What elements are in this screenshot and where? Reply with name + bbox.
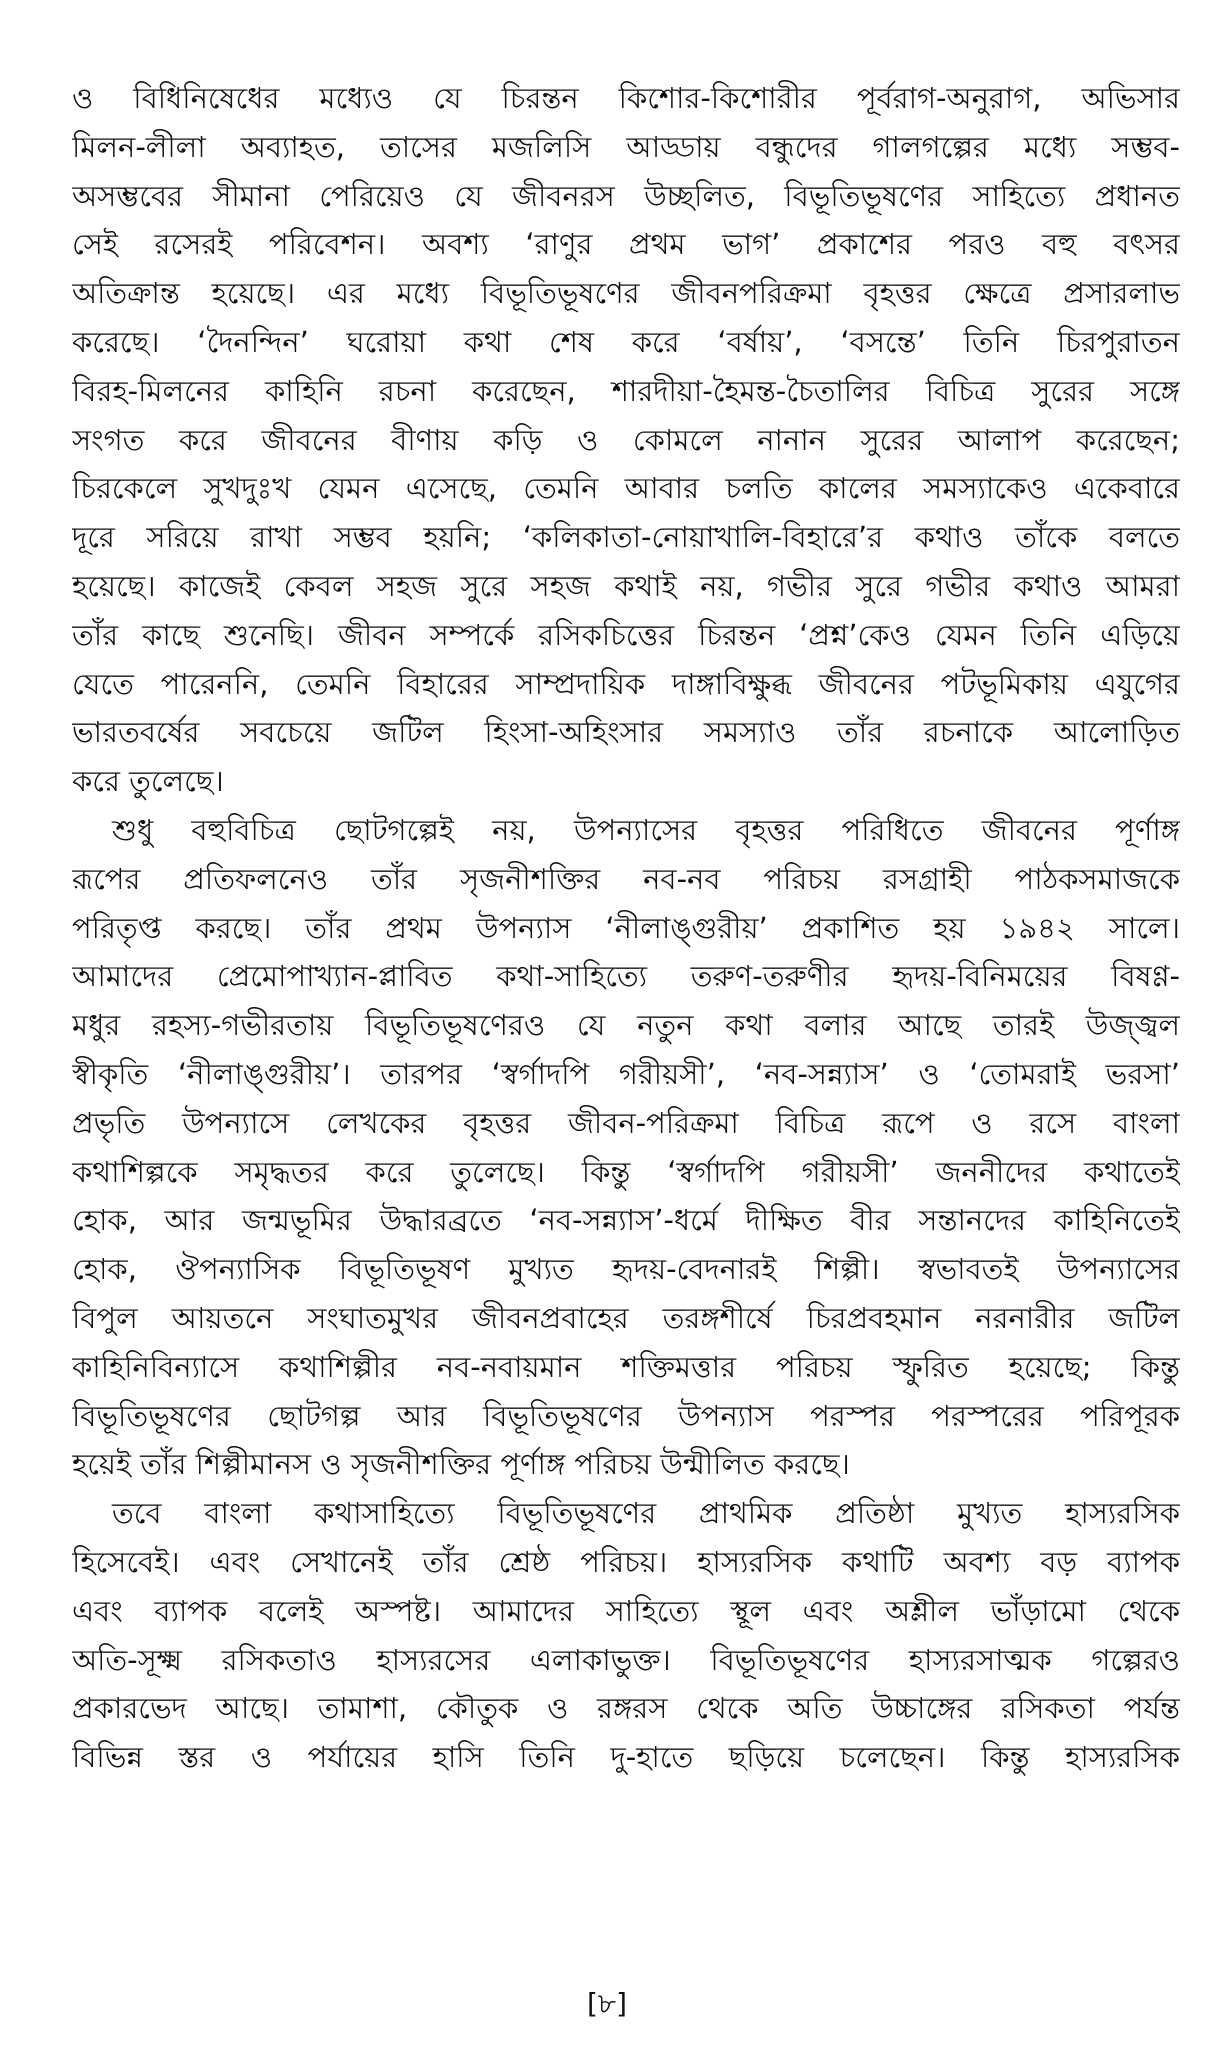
text-line: রূপের প্রতিফলনেও তাঁর সৃজনীশক্তির নব-নব পরিচয় রসগ্রাহী পাঠকসমাজকে [72, 861, 1180, 896]
page-body [72, 74, 1180, 1782]
text-line: করেছে। ‘দৈনন্দিন’ ঘরোয়া কথা শেষ করে ‘বর্ষায়’, ‘বসন্তে’ তিনি চিরপুরাতন [72, 324, 1180, 359]
text-line: করে তুলেছে। [72, 764, 224, 799]
text-line: অতি-সূক্ষ্ম রসিকতাও হাস্যরসের এলাকাভুক্ত। বিভূতিভূষণের হাস্যরসাত্মক গল্পেরও [72, 1642, 1180, 1677]
text-line: হয়েই তাঁর শিল্পীমানস ও সৃজনীশক্তির পূর্ণাঙ্গ পরিচয় উন্মীলিত করছে। [72, 1447, 850, 1482]
text-line: বিভূতিভূষণের ছোটগল্প আর বিভূতিভূষণের উপন্যাস পরস্পর পরস্পরের পরিপূরক [72, 1398, 1180, 1433]
text-line: বিরহ-মিলনের কাহিনি রচনা করেছেন, শারদীয়া-হৈমন্ত-চৈতালির বিচিত্র সুরের সঙ্গে [72, 373, 1180, 408]
text-line: হয়েছে। কাজেই কেবল সহজ সুরে সহজ কথাই নয়, গভীর সুরে গভীর কথাও আমরা [72, 568, 1180, 603]
text-line: আমাদের প্রেমোপাখ্যান-প্লাবিত কথা-সাহিত্যে তরুণ-তরুণীর হৃদয়-বিনিময়ের বিষণ্ণ- [72, 959, 1180, 994]
text-line: সেই রসেরই পরিবেশন। অবশ্য ‘রাণুর প্রথম ভাগ’ প্রকাশের পরও বহু বৎসর [72, 227, 1180, 262]
text-line: কাহিনিবিন্যাসে কথাশিল্পীর নব-নবায়মান শক্তিমত্তার পরিচয় স্ফুরিত হয়েছে; কিন্তু [72, 1349, 1180, 1384]
text-line: তবে বাংলা কথাসাহিত্যে বিভূতিভূষণের প্রাথমিক প্রতিষ্ঠা মুখ্যত হাস্যরসিক [112, 1496, 1180, 1531]
text-line: শুধু বহুবিচিত্র ছোটগল্পেই নয়, উপন্যাসের বৃহত্তর পরিধিতে জীবনের পূর্ণাঙ্গ [112, 812, 1180, 847]
page-number: [৮] [586, 1987, 628, 2020]
text-line: বিপুল আয়তনে সংঘাতমুখর জীবনপ্রবাহের তরঙ্গশীর্ষে চিরপ্রবহমান নরনারীর জটিল [72, 1300, 1180, 1335]
text-line: ও বিধিনিষেধের মধ্যেও যে চিরন্তন কিশোর-কিশোরীর পূর্বরাগ-অনুরাগ, অভিসার [72, 81, 1180, 115]
text-line: পরিতৃপ্ত করছে। তাঁর প্রথম উপন্যাস ‘নীলাঙ্গুরীয়’ প্রকাশিত হয় ১৯৪২ সালে। [72, 910, 1180, 945]
text-line: হোক, ঔপন্যাসিক বিভূতিভূষণ মুখ্যত হৃদয়-বেদনারই শিল্পী। স্বভাবতই উপন্যাসের [72, 1252, 1180, 1287]
text-line: প্রকারভেদ আছে। তামাশা, কৌতুক ও রঙ্গরস থেকে অতি উচ্চাঙ্গের রসিকতা পর্যন্ত [72, 1691, 1180, 1726]
paragraph [72, 1489, 1180, 1782]
text-line: বিভিন্ন স্তর ও পর্যায়ের হাসি তিনি দু-হাতে ছড়িয়ে চলেছেন। কিন্তু হাস্যরসিক [72, 1740, 1180, 1775]
text-line: অসম্ভবের সীমানা পেরিয়েও যে জীবনরস উচ্ছলিত, বিভূতিভূষণের সাহিত্যে প্রধানত [72, 178, 1180, 213]
text-line: মধুর রহস্য-গভীরতায় বিভূতিভূষণেরও যে নতুন কথা বলার আছে তারই উজ্জ্বল [72, 1008, 1180, 1043]
text-line: এবং ব্যাপক বলেই অস্পষ্ট। আমাদের সাহিত্যে স্থূল এবং অশ্লীল ভাঁড়ামো থেকে [72, 1593, 1180, 1628]
text-line: কথাশিল্পকে সমৃদ্ধতর করে তুলেছে। কিন্তু ‘স্বর্গাদপি গরীয়সী’ জননীদের কথাতেই [72, 1154, 1180, 1189]
paragraph [72, 806, 1180, 1489]
text-line: চিরকেলে সুখদুঃখ যেমন এসেছে, তেমনি আবার চলতি কালের সমস্যাকেও একেবারে [72, 471, 1180, 506]
text-line: হিসেবেই। এবং সেখানেই তাঁর শ্রেষ্ঠ পরিচয়। হাস্যরসিক কথাটি অবশ্য বড় ব্যাপক [72, 1544, 1180, 1579]
text-line: স্বীকৃতি ‘নীলাঙ্গুরীয়’। তারপর ‘স্বর্গাদপি গরীয়সী’, ‘নব-সন্ন্যাস’ ও ‘তোমরাই ভরসা’ [72, 1056, 1180, 1091]
text-line: ভারতবর্ষের সবচেয়ে জটিল হিংসা-অহিংসার সমস্যাও তাঁর রচনাকে আলোড়িত [72, 715, 1180, 750]
text-line: হোক, আর জন্মভূমির উদ্ধারব্রতে ‘নব-সন্ন্যাস’-ধর্মে দীক্ষিত বীর সন্তানদের কাহিনিতেই [72, 1203, 1180, 1238]
text-line: তাঁর কাছে শুনেছি। জীবন সম্পর্কে রসিকচিত্তের চিরন্তন ‘প্রশ্ন’কেও যেমন তিনি এড়িয়ে [72, 617, 1180, 652]
paragraph [72, 74, 1180, 806]
text-line: মিলন-লীলা অব্যাহত, তাসের মজলিসি আড্ডায় বন্ধুদের গালগল্পের মধ্যে সম্ভব- [72, 129, 1180, 164]
text-line: অতিক্রান্ত হয়েছে। এর মধ্যে বিভূতিভূষণের জীবনপরিক্রমা বৃহত্তর ক্ষেত্রে প্রসারলাভ [72, 276, 1180, 311]
text-line: দূরে সরিয়ে রাখা সম্ভব হয়নি; ‘কলিকাতা-নোয়াখালি-বিহারে’র কথাও তাঁকে বলতে [72, 520, 1180, 555]
text-line: যেতে পারেননি, তেমনি বিহারের সাম্প্রদায়িক দাঙ্গাবিক্ষুব্ধ জীবনের পটভূমিকায় এযুগের [72, 666, 1180, 701]
text-line: প্রভৃতি উপন্যাসে লেখকের বৃহত্তর জীবন-পরিক্রমা বিচিত্র রূপে ও রসে বাংলা [72, 1105, 1180, 1140]
text-line: সংগত করে জীবনের বীণায় কড়ি ও কোমলে নানান সুরের আলাপ করেছেন; [72, 422, 1180, 457]
